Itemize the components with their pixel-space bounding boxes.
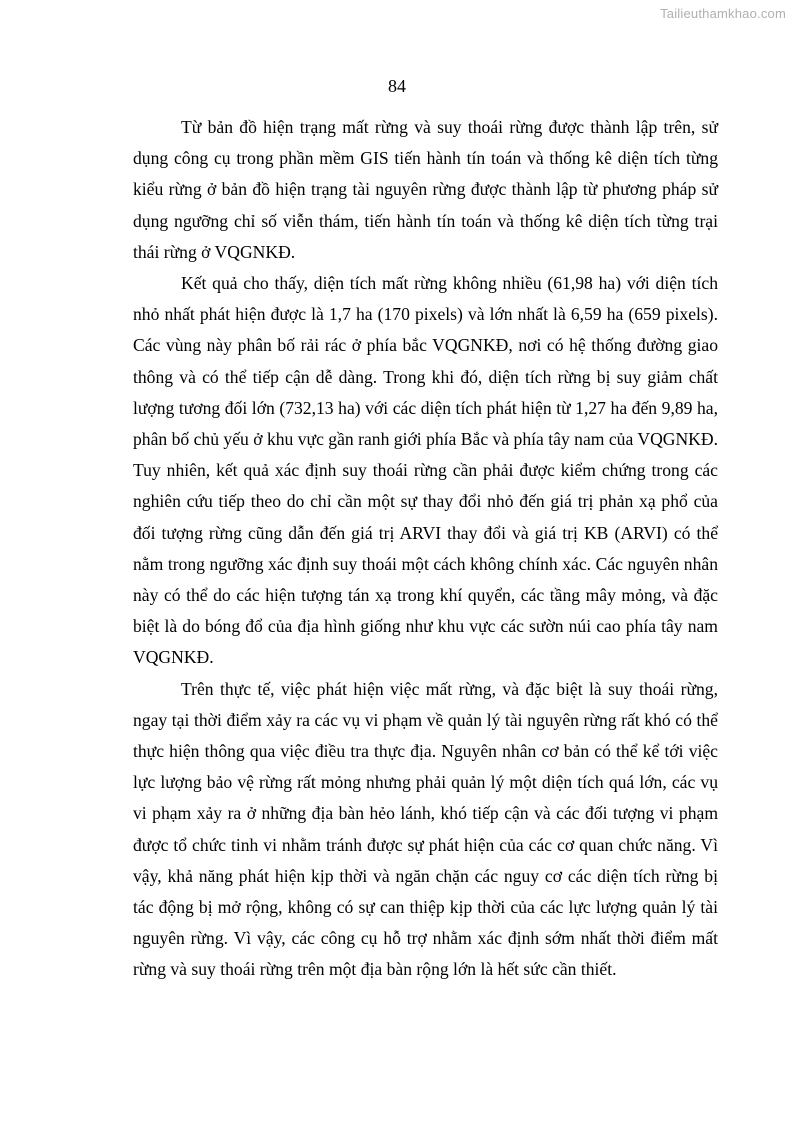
document-body	[133, 112, 718, 986]
page-number: 84	[388, 76, 406, 96]
paragraph: Từ bản đồ hiện trạng mất rừng và suy thoái rừng được thành lập trên, sử dụng công cụ trong phần mềm GIS tiến hành tín toán và thống kê diện tích từng kiểu rừng ở bản đồ hiện trạng tài nguyên rừng được thành lập từ phương pháp sử dụng ngưỡng chỉ số viễn thám, tiến hành tín toán và thống kê diện tích từng trại thái rừng ở VQGNKĐ.	[133, 117, 718, 262]
paragraph: Kết quả cho thấy, diện tích mất rừng không nhiều (61,98 ha) với diện tích nhỏ nhất phát hiện được là 1,7 ha (170 pixels) và lớn nhất là 6,59 ha (659 pixels). Các vùng này phân bố rải rác ở phía bắc VQGNKĐ, nơi có hệ thống đường giao thông và có thể tiếp cận dễ dàng. Trong khi đó, diện tích rừng bị suy giảm chất lượng tương đối lớn (732,13 ha) với các diện tích phát hiện từ 1,27 ha đến 9,89 ha, phân bố chủ yếu ở khu vực gần ranh giới phía Bắc và phía tây nam của VQGNKĐ. Tuy nhiên, kết quả xác định suy thoái rừng cần phải được kiểm chứng trong các nghiên cứu tiếp theo do chỉ cần một sự thay đổi nhỏ đến giá trị phản xạ phổ của đối tượng rừng cũng dẫn đến giá trị ARVI thay đổi và giá trị KB (ARVI) có thể nằm trong ngưỡng xác định suy thoái một cách không chính xác. Các nguyên nhân này có thể do các hiện tượng tán xạ trong khí quyển, các tầng mây mỏng, và đặc biệt là do bóng đổ của địa hình giống như khu vực các sườn núi cao phía tây nam VQGNKĐ.	[133, 273, 718, 668]
watermark: Tailieuthamkhao.com	[660, 6, 786, 21]
paragraph: Trên thực tế, việc phát hiện việc mất rừng, và đặc biệt là suy thoái rừng, ngay tại thời điểm xảy ra các vụ vi phạm về quản lý tài nguyên rừng rất khó có thể thực hiện thông qua việc điều tra thực địa. Nguyên nhân cơ bản có thể kể tới việc lực lượng bảo vệ rừng rất mỏng nhưng phải quản lý một diện tích quá lớn, các vụ vi phạm xảy ra ở những địa bàn hẻo lánh, khó tiếp cận và các đối tượng vi phạm được tổ chức tinh vi nhằm tránh được sự phát hiện của các cơ quan chức năng. Vì vậy, khả năng phát hiện kịp thời và ngăn chặn các nguy cơ các diện tích rừng bị tác động bị mở rộng, không có sự can thiệp kịp thời của các lực lượng quản lý tài nguyên rừng. Vì vậy, các công cụ hỗ trợ nhằm xác định sớm nhất thời điểm mất rừng và suy thoái rừng trên một địa bàn rộng lớn là hết sức cần thiết.	[133, 678, 718, 980]
